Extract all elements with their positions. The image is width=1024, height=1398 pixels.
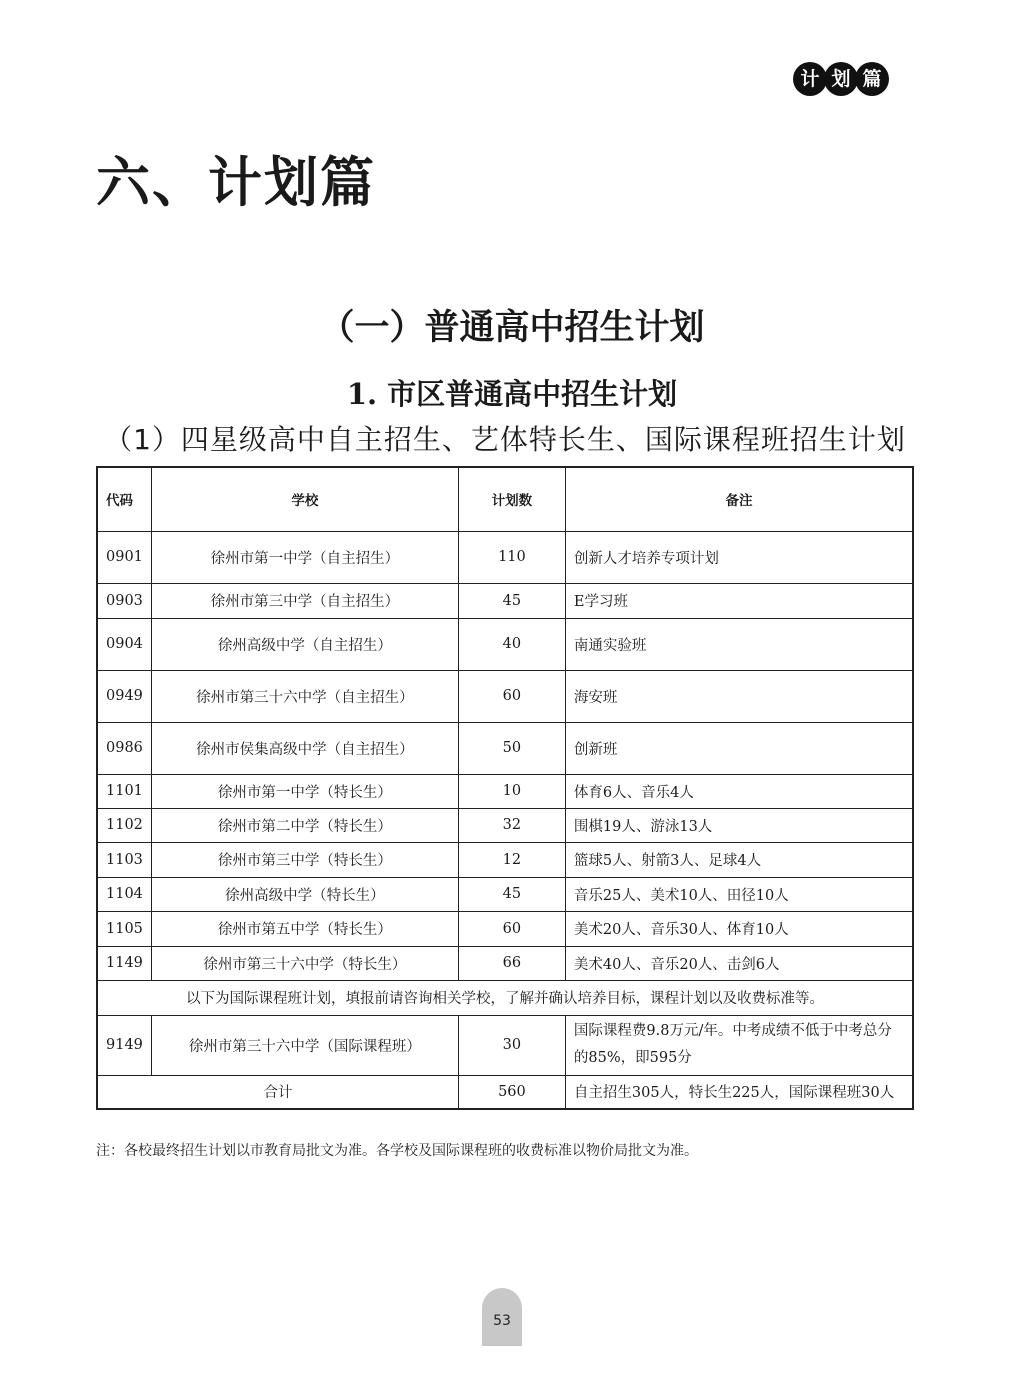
table-row [97, 877, 913, 911]
cell-note: 创新人才培养专项计划 [565, 531, 913, 583]
chapter-title: 六、计划篇 [96, 151, 376, 214]
subsection-title: 1. 市区普通高中招生计划 [346, 377, 678, 411]
total-count: 560 [458, 1075, 565, 1109]
cell-count: 12 [458, 842, 565, 877]
table-row [97, 808, 913, 842]
cell-school: 徐州市第三中学（特长生） [151, 842, 458, 877]
cell-note: E学习班 [565, 583, 913, 618]
footnote: 注：各校最终招生计划以市教育局批文为准。各学校及国际课程班的收费标准以物价局批文为准。 [96, 1143, 698, 1159]
cell-code: 0949 [97, 670, 151, 722]
table-row [97, 618, 913, 670]
cell-note [565, 1015, 913, 1075]
cell-note: 体育6人、音乐4人 [565, 774, 913, 808]
total-row [97, 1075, 913, 1109]
cell-code: 9149 [97, 1015, 151, 1075]
cell-count: 30 [458, 1015, 565, 1075]
header-count: 计划数 [458, 467, 565, 531]
header-school: 学校 [151, 467, 458, 531]
cell-note: 美术40人、音乐20人、击剑6人 [565, 946, 913, 980]
cell-code: 0986 [97, 722, 151, 774]
subsubsection-title: （1）四星级高中自主招生、艺体特长生、国际课程班招生计划 [104, 423, 906, 456]
cell-count: 50 [458, 722, 565, 774]
table-row [97, 583, 913, 618]
cell-count: 10 [458, 774, 565, 808]
intl-notice-row [97, 980, 913, 1015]
cell-school: 徐州市第五中学（特长生） [151, 911, 458, 946]
cell-count: 45 [458, 877, 565, 911]
chapter-badge [796, 62, 889, 96]
cell-school: 徐州市第二中学（特长生） [151, 808, 458, 842]
cell-note: 围棋19人、游泳13人 [565, 808, 913, 842]
intl-note-line-1: 国际课程费9.8万元/年。中考成绩不低于中考总分 [573, 1023, 892, 1039]
cell-note: 篮球5人、射箭3人、足球4人 [565, 842, 913, 877]
cell-school: 徐州市第一中学（自主招生） [151, 531, 458, 583]
badge-char-1: 计 [793, 62, 827, 96]
table-row [97, 531, 913, 583]
table-row [97, 722, 913, 774]
cell-code: 0904 [97, 618, 151, 670]
cell-school: 徐州市第三中学（自主招生） [151, 583, 458, 618]
header-code: 代码 [97, 467, 151, 531]
table-row [97, 842, 913, 877]
intl-notice: 以下为国际课程班计划，填报前请咨询相关学校，了解并确认培养目标，课程计划以及收费标准等。 [97, 980, 913, 1015]
cell-school: 徐州市第三十六中学（特长生） [151, 946, 458, 980]
cell-count: 66 [458, 946, 565, 980]
table-row [97, 670, 913, 722]
cell-school: 徐州高级中学（自主招生） [151, 618, 458, 670]
page-number: 53 [493, 1313, 511, 1329]
cell-count: 60 [458, 911, 565, 946]
cell-school: 徐州市第三十六中学（自主招生） [151, 670, 458, 722]
table-row [97, 774, 913, 808]
total-note: 自主招生305人，特长生225人，国际课程班30人 [565, 1075, 913, 1109]
cell-school: 徐州市第三十六中学（国际课程班） [151, 1015, 458, 1075]
cell-note: 美术20人、音乐30人、体育10人 [565, 911, 913, 946]
table-row [97, 911, 913, 946]
cell-school: 徐州市侯集高级中学（自主招生） [151, 722, 458, 774]
cell-count: 32 [458, 808, 565, 842]
cell-school: 徐州高级中学（特长生） [151, 877, 458, 911]
intl-note-line-2: 的85%，即595分 [573, 1050, 692, 1066]
cell-note: 南通实验班 [565, 618, 913, 670]
badge-char-2: 划 [824, 62, 858, 96]
cell-code: 0901 [97, 531, 151, 583]
header-note: 备注 [565, 467, 913, 531]
cell-code: 0903 [97, 583, 151, 618]
cell-count: 40 [458, 618, 565, 670]
enrollment-plan-table [96, 466, 914, 1110]
cell-school: 徐州市第一中学（特长生） [151, 774, 458, 808]
cell-code: 1104 [97, 877, 151, 911]
cell-code: 1105 [97, 911, 151, 946]
cell-count: 60 [458, 670, 565, 722]
cell-code: 1102 [97, 808, 151, 842]
cell-code: 1149 [97, 946, 151, 980]
badge-char-3: 篇 [855, 62, 889, 96]
cell-count: 45 [458, 583, 565, 618]
cell-note: 创新班 [565, 722, 913, 774]
cell-code: 1103 [97, 842, 151, 877]
cell-note: 海安班 [565, 670, 913, 722]
table-header-row [97, 467, 913, 531]
cell-note: 音乐25人、美术10人、田径10人 [565, 877, 913, 911]
page-number-tab [482, 1288, 522, 1346]
cell-count: 110 [458, 531, 565, 583]
section-title: （一）普通高中招生计划 [319, 307, 705, 348]
table-row [97, 946, 913, 980]
cell-code: 1101 [97, 774, 151, 808]
total-label: 合计 [97, 1075, 458, 1109]
table-row-intl [97, 1015, 913, 1075]
